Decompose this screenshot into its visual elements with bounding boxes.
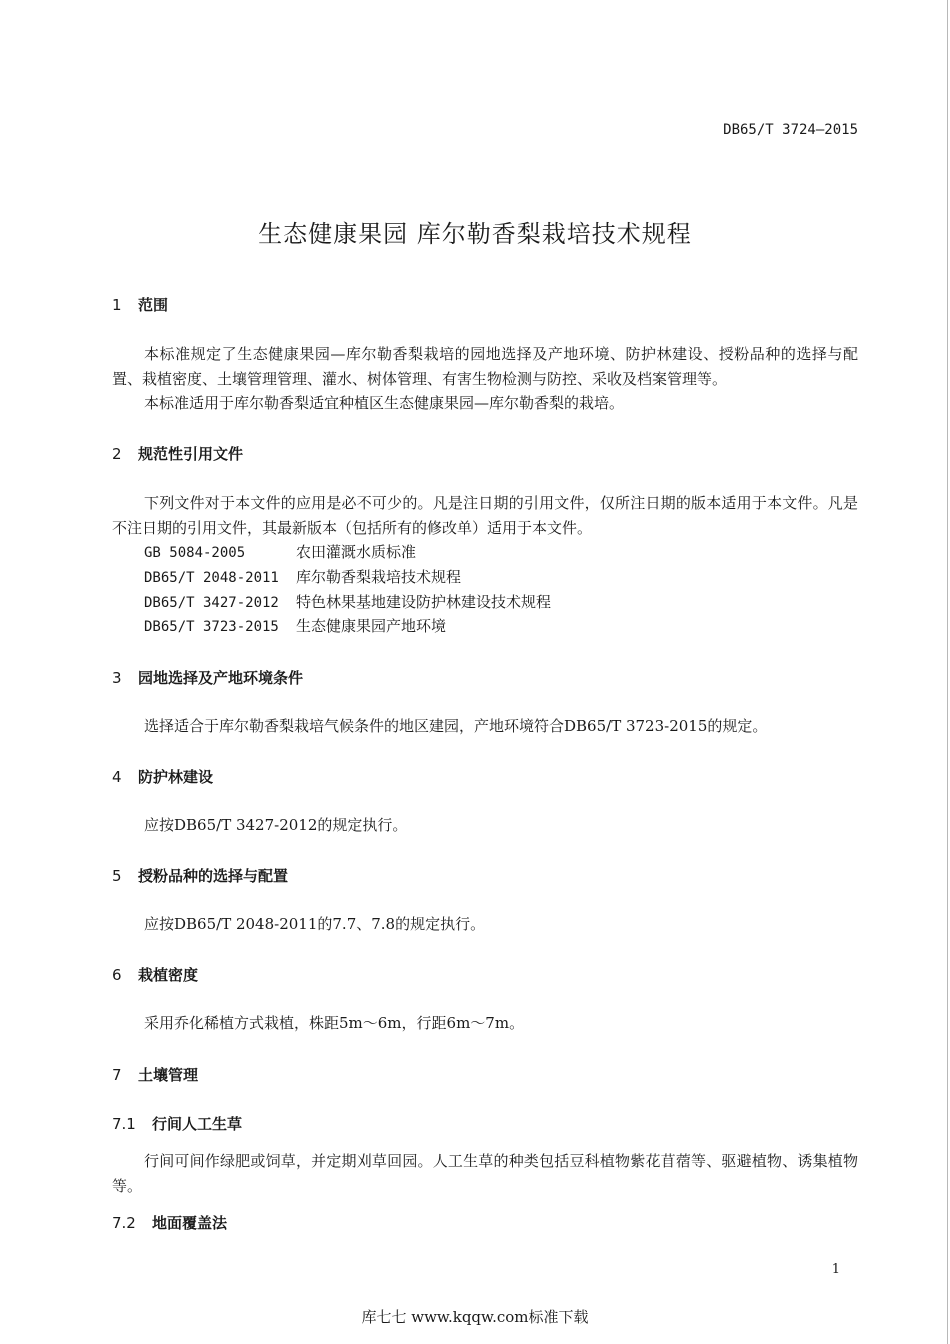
section-5-heading — [112, 865, 288, 886]
section-7-1-paragraph-1: 行间可间作绿肥或饲草，并定期刈草回园。人工生草的种类包括豆科植物紫花苜蓿等、驱避植物、诱集植物等。 — [112, 1152, 858, 1195]
section-title: 栽植密度 — [138, 966, 199, 984]
section-number: 2 — [112, 445, 122, 463]
document-title: 生态健康果园 库尔勒香梨栽培技术规程 — [258, 220, 692, 248]
section-3-paragraph-1: 选择适合于库尔勒香梨栽培气候条件的地区建园，产地环境符合DB65/T 3723-2015的规定。 — [144, 717, 768, 735]
section-2-paragraph-1: 下列文件对于本文件的应用是必不可少的。凡是注日期的引用文件，仅所注日期的版本适用于本文件。凡是不注日期的引用文件，其最新版本（包括所有的修改单）适用于本文件。 — [112, 494, 858, 537]
reference-name: 特色林果基地建设防护林建设技术规程 — [296, 593, 552, 611]
section-number: 6 — [112, 966, 122, 984]
right-edge-line — [947, 0, 948, 1344]
section-title: 授粉品种的选择与配置 — [138, 867, 289, 885]
section-4-paragraph-1: 应按DB65/T 3427-2012的规定执行。 — [144, 816, 408, 834]
section-6-paragraph-1: 采用乔化稀植方式栽植，株距5m～6m，行距6m～7m。 — [144, 1014, 525, 1032]
section-7-heading — [112, 1064, 198, 1085]
section-number: 4 — [112, 768, 122, 786]
standard-code: DB65/T 3724—2015 — [723, 122, 858, 138]
section-title: 规范性引用文件 — [138, 445, 244, 463]
reference-item — [144, 565, 461, 591]
section-number: 7.1 — [112, 1115, 136, 1133]
section-number: 7.2 — [112, 1214, 136, 1232]
section-title: 土壤管理 — [138, 1066, 199, 1084]
section-4-heading — [112, 766, 213, 787]
reference-name: 生态健康果园产地环境 — [296, 617, 447, 635]
section-title: 防护林建设 — [138, 768, 214, 786]
reference-code: DB65/T 2048-2011 — [144, 570, 279, 586]
section-2-heading — [112, 443, 243, 464]
reference-name: 库尔勒香梨栽培技术规程 — [296, 568, 462, 586]
section-title: 地面覆盖法 — [152, 1214, 228, 1232]
reference-item — [144, 614, 446, 640]
section-number: 7 — [112, 1066, 122, 1084]
section-number: 3 — [112, 669, 122, 687]
section-3-heading — [112, 667, 303, 688]
section-title: 范围 — [138, 296, 169, 314]
reference-name: 农田灌溉水质标准 — [296, 543, 417, 561]
reference-code: GB 5084-2005 — [144, 545, 246, 561]
section-title: 行间人工生草 — [152, 1115, 243, 1133]
section-1-paragraph-1: 本标准规定了生态健康果园—库尔勒香梨栽培的园地选择及产地环境、防护林建设、授粉品种的选择与配置、栽植密度、土壤管理管理、灌水、树体管理、有害生物检测与防控、采收及档案管理等。 — [112, 345, 858, 388]
reference-item — [144, 590, 551, 616]
section-number: 5 — [112, 867, 122, 885]
section-7-2-heading — [112, 1212, 227, 1233]
section-1-heading — [112, 294, 168, 315]
section-title: 园地选择及产地环境条件 — [138, 669, 304, 687]
footer-watermark: 库七七 www.kqqw.com标准下载 — [361, 1308, 589, 1326]
reference-code: DB65/T 3427-2012 — [144, 595, 279, 611]
reference-code: DB65/T 3723-2015 — [144, 619, 279, 635]
section-number: 1 — [112, 296, 122, 314]
section-7-1-heading — [112, 1113, 242, 1134]
section-1-paragraph-2: 本标准适用于库尔勒香梨适宜种植区生态健康果园—库尔勒香梨的栽培。 — [144, 394, 625, 412]
section-6-heading — [112, 964, 198, 985]
page-number: 1 — [831, 1262, 840, 1277]
section-5-paragraph-1: 应按DB65/T 2048-2011的7.7、7.8的规定执行。 — [144, 915, 486, 933]
reference-item — [144, 540, 416, 566]
